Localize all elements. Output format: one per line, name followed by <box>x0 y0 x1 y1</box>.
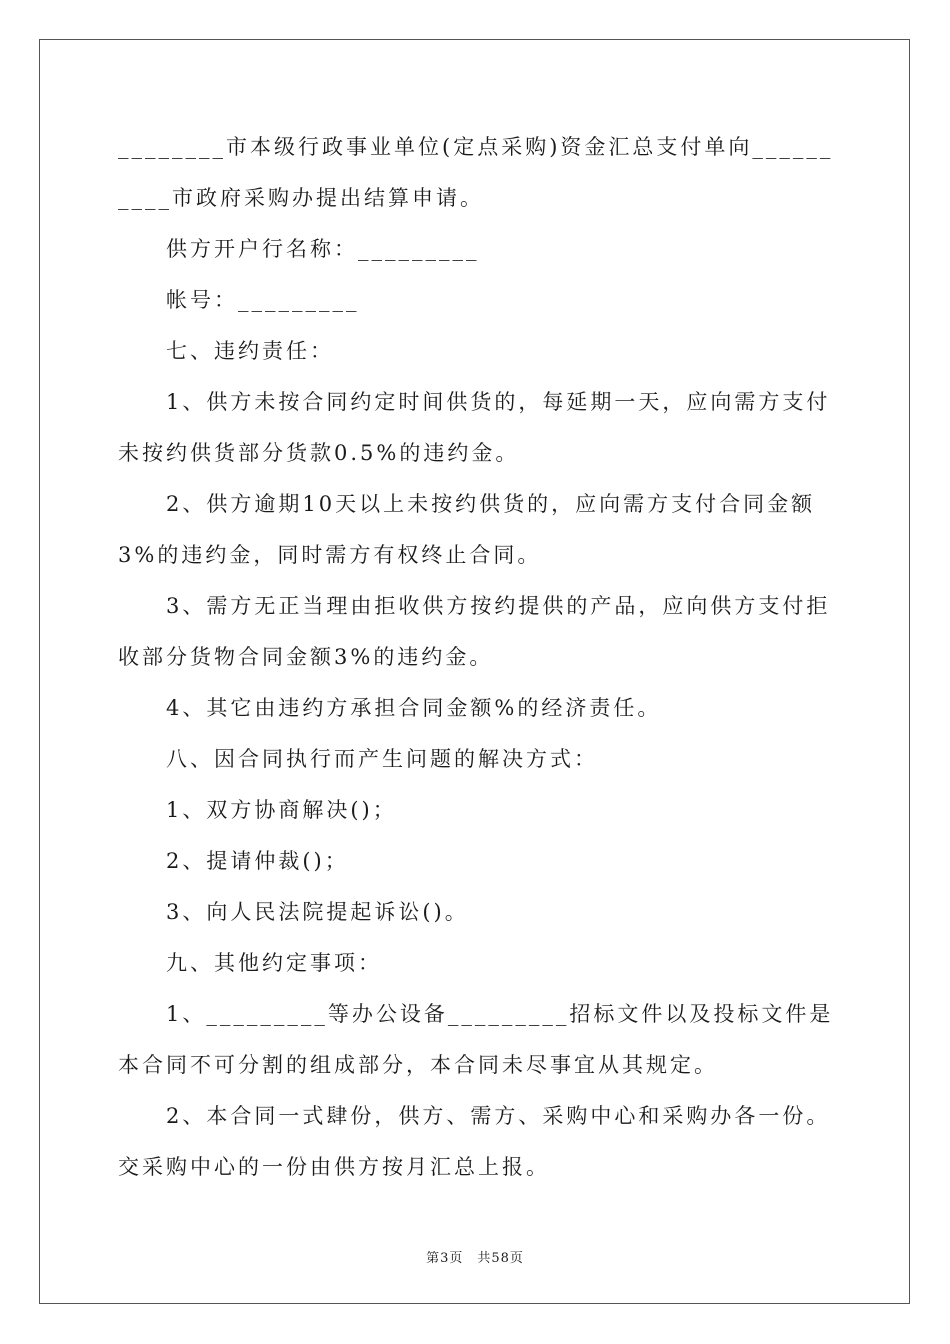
paragraph-other-1: 1、_________等办公设备_________招标文件以及投标文件是本合同不可分割的组成部分，本合同未尽事宜从其规定。 <box>118 1002 834 1077</box>
paragraph-dispute-3: 3、向人民法院提起诉讼()。 <box>166 900 469 924</box>
paragraph-account-number: 帐号：_________ <box>166 288 360 312</box>
paragraph-breach-2: 2、供方逾期10天以上未按约供货的，应向需方支付合同金额3%的违约金，同时需方有权终止合同。 <box>118 492 816 567</box>
page-total: 共58页 <box>477 1251 524 1266</box>
paragraph-settlement-request: ________市本级行政事业单位(定点采购)资金汇总支付单向__________市政府采购办提出结算申请。 <box>118 135 834 210</box>
document-body <box>118 122 834 1193</box>
paragraph-breach-1: 1、供方未按合同约定时间供货的，每延期一天，应向需方支付未按约供货部分货款0.5%的违约金。 <box>118 390 831 465</box>
paragraph-bank-name: 供方开户行名称：_________ <box>166 237 480 261</box>
paragraph-dispute-1: 1、双方协商解决()； <box>166 798 397 822</box>
section-heading-other: 九、其他约定事项： <box>166 951 382 975</box>
paragraph-dispute-2: 2、提请仲裁()； <box>166 849 349 873</box>
page-number: 第3页 <box>426 1251 464 1266</box>
section-heading-dispute: 八、因合同执行而产生问题的解决方式： <box>166 747 598 771</box>
paragraph-other-2: 2、本合同一式肆份，供方、需方、采购中心和采购办各一份。交采购中心的一份由供方按月汇总上报。 <box>118 1104 831 1179</box>
paragraph-breach-4: 4、其它由违约方承担合同金额%的经济责任。 <box>166 696 662 720</box>
page-footer <box>0 1247 950 1266</box>
section-heading-breach: 七、违约责任： <box>166 339 334 363</box>
paragraph-breach-3: 3、需方无正当理由拒收供方按约提供的产品，应向供方支付拒收部分货物合同金额3%的违约金。 <box>118 594 831 669</box>
